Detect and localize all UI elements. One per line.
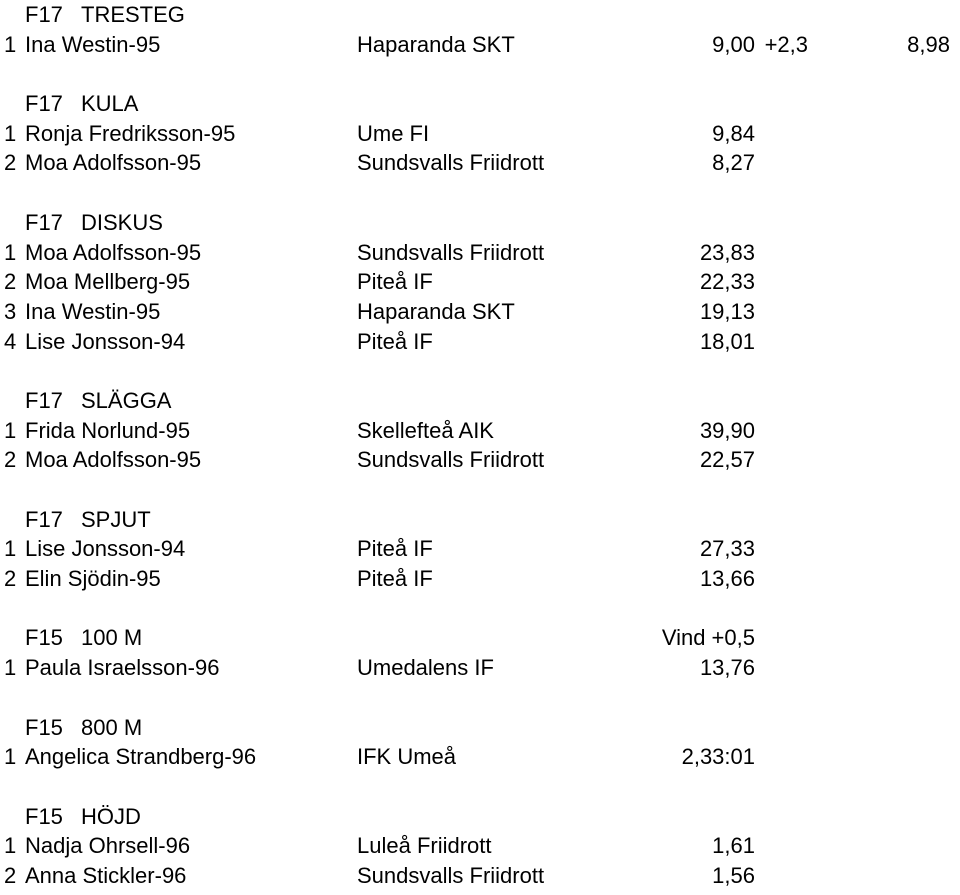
result-place: 1 [4,536,17,562]
result-place: 2 [4,566,17,592]
athlete-club: Sundsvalls Friidrott [357,447,545,473]
event-section [0,623,960,682]
result-place: 2 [4,269,17,295]
result-mark: 9,00 [712,31,755,57]
event-class: F17 [25,2,63,27]
event-name: TRESTEG [81,2,185,27]
athlete-name: Ina Westin-95 [25,298,161,324]
result-row [0,534,960,564]
result-mark: 22,57 [699,447,755,473]
result-mark: 23,83 [699,239,755,265]
result-row [0,148,960,178]
event-class: F15 [25,625,63,651]
result-row [0,445,960,475]
result-row [0,861,960,891]
result-row [0,564,960,594]
athlete-name: Moa Adolfsson-95 [25,447,202,473]
event-name: 800 M [81,714,143,740]
athlete-name: Angelica Strandberg-96 [25,744,257,770]
athlete-name: Moa Mellberg-95 [25,269,191,295]
result-mark: 39,90 [699,417,755,443]
event-name: SLÄGGA [81,387,172,413]
event-header [0,0,960,30]
result-mark: 8,27 [712,150,755,176]
event-class: F17 [25,387,63,413]
athlete-club: Skellefteå AIK [357,417,494,443]
result-mark: 18,01 [699,328,755,354]
result-mark: 1,56 [712,862,755,888]
event-name: SPJUT [81,506,151,532]
event-header [0,505,960,535]
athlete-club: Umedalens IF [357,655,494,681]
event-header [0,386,960,416]
event-section [0,0,960,59]
section-spacer [0,178,960,208]
event-class: F15 [25,714,63,740]
event-name: HÖJD [81,803,141,829]
section-spacer [0,683,960,713]
result-place: 1 [4,744,17,770]
event-name: 100 M [81,625,143,651]
result-place: 3 [4,298,17,324]
athlete-name: Lise Jonsson-94 [25,536,186,562]
athlete-name: Moa Adolfsson-95 [25,150,202,176]
athlete-club: Sundsvalls Friidrott [357,150,545,176]
athlete-club: IFK Umeå [357,744,457,770]
athlete-name: Lise Jonsson-94 [25,328,186,354]
athlete-name: Ronja Fredriksson-95 [25,120,236,146]
event-class: F17 [25,91,63,117]
event-header [0,802,960,832]
result-row [0,238,960,268]
event-class: F17 [25,209,63,235]
athlete-name: Ina Westin-95 [25,31,161,57]
result-mark: 1,61 [712,833,755,859]
athlete-name: Paula Israelsson-96 [25,655,220,681]
section-spacer [0,59,960,89]
athlete-name: Anna Stickler-96 [25,862,187,888]
event-note: Vind +0,5 [661,625,755,651]
event-class: F15 [25,803,63,829]
athlete-club: Haparanda SKT [357,31,515,57]
section-spacer [0,475,960,505]
section-spacer [0,594,960,624]
athlete-club: Sundsvalls Friidrott [357,862,545,888]
event-class: F17 [25,506,63,532]
result-mark: 13,66 [699,566,755,592]
result-row [0,119,960,149]
athlete-club: Sundsvalls Friidrott [357,239,545,265]
result-mark: 13,76 [699,655,755,681]
athlete-club: Luleå Friidrott [357,833,492,859]
result-place: 1 [4,239,17,265]
result-row [0,416,960,446]
event-section [0,386,960,475]
athlete-name: Frida Norlund-95 [25,417,191,443]
result-place: 2 [4,862,17,888]
athlete-name: Moa Adolfsson-95 [25,239,202,265]
result-row [0,30,960,60]
athlete-club: Haparanda SKT [357,298,515,324]
result-row [0,653,960,683]
athlete-club: Piteå IF [357,566,433,592]
event-header [0,713,960,743]
result-place: 1 [4,833,17,859]
result-mark: 27,33 [699,536,755,562]
result-extra: 8,98 [907,31,950,57]
result-row [0,831,960,861]
section-spacer [0,772,960,802]
result-mark: 9,84 [712,120,755,146]
result-place: 1 [4,120,17,146]
event-header [0,208,960,238]
athlete-name: Elin Sjödin-95 [25,566,161,592]
athlete-club: Piteå IF [357,269,433,295]
result-place: 1 [4,655,17,681]
result-row [0,297,960,327]
event-section [0,713,960,772]
event-section [0,89,960,178]
result-row [0,267,960,297]
event-header [0,89,960,119]
event-name: KULA [81,91,139,117]
result-row [0,327,960,357]
result-place: 1 [4,417,17,443]
result-place: 4 [4,328,17,354]
result-mark: 19,13 [699,298,755,324]
result-row [0,742,960,772]
athlete-club: Piteå IF [357,328,433,354]
section-spacer [0,356,960,386]
result-mark: 22,33 [699,269,755,295]
event-section [0,208,960,356]
athlete-name: Nadja Ohrsell-96 [25,833,191,859]
result-place: 2 [4,150,17,176]
athlete-club: Ume FI [357,120,430,146]
event-name: DISKUS [81,209,163,235]
result-place: 1 [4,31,17,57]
event-section [0,802,960,891]
event-section [0,505,960,594]
athlete-club: Piteå IF [357,536,433,562]
result-mark: 2,33:01 [681,744,755,770]
event-header [0,623,960,653]
result-place: 2 [4,447,17,473]
result-wind: +2,3 [764,31,808,57]
